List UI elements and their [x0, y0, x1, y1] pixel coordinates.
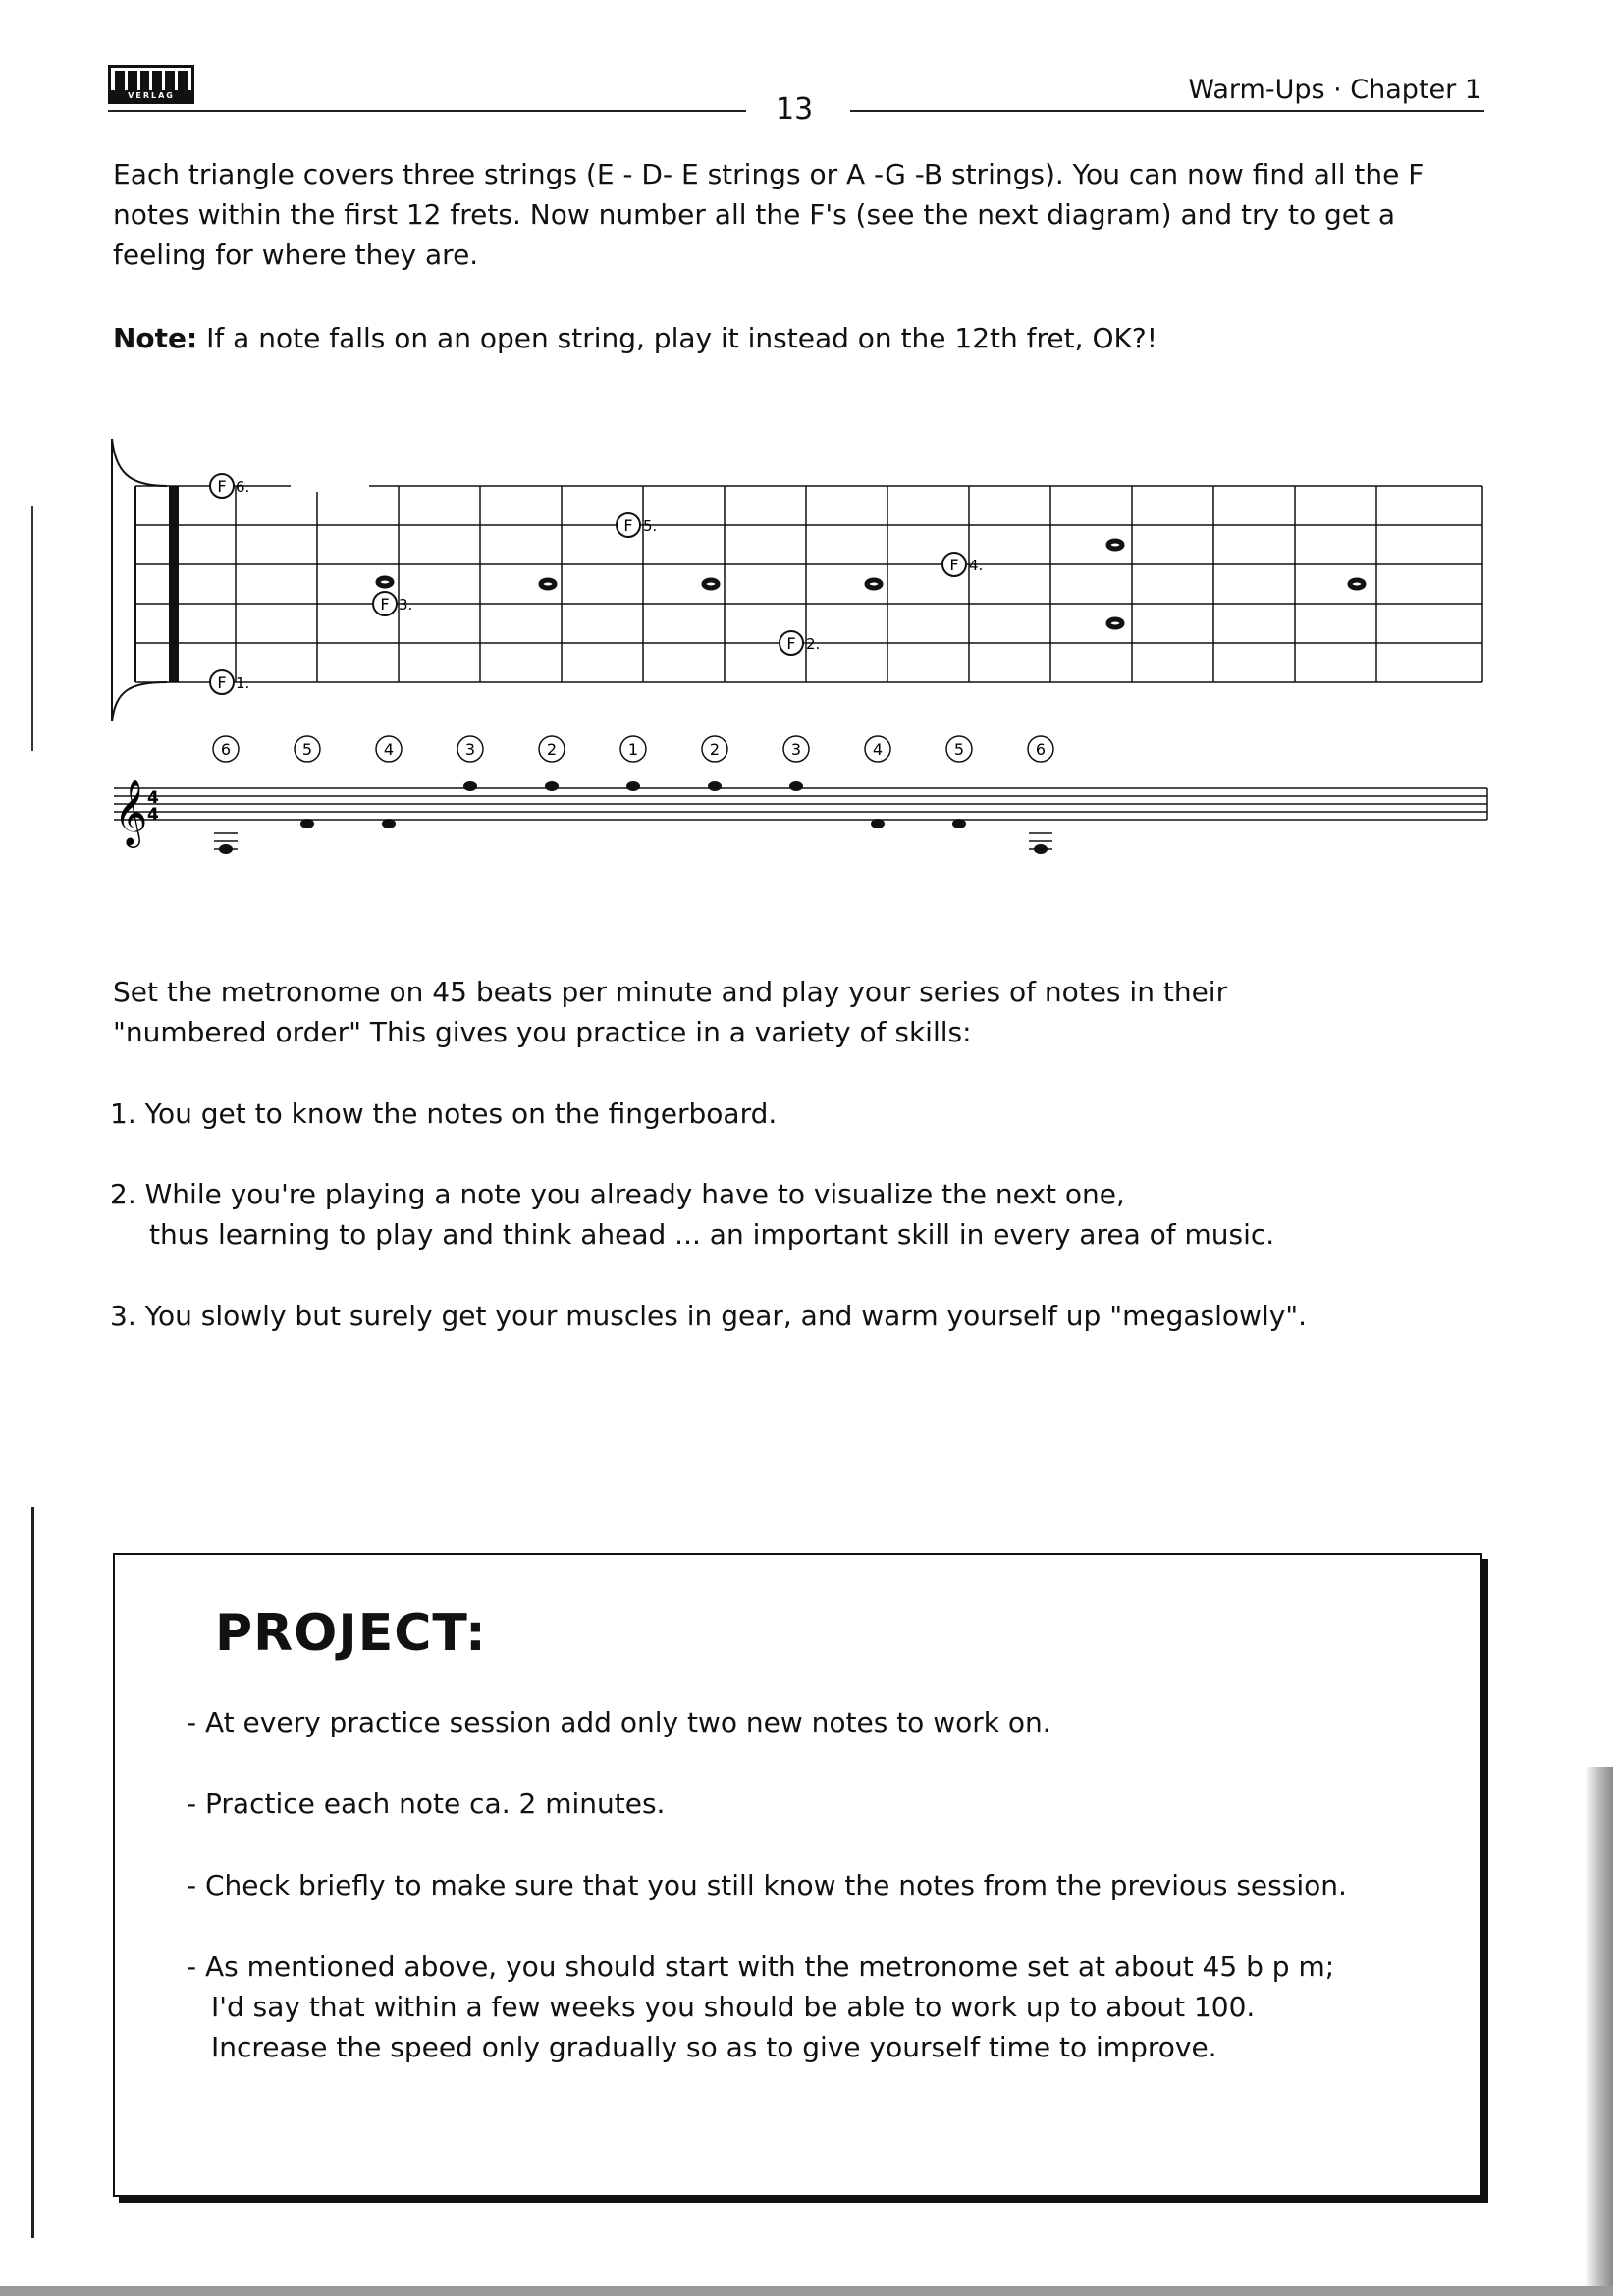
staff-note: [214, 833, 238, 854]
f-marker-1: [210, 670, 249, 694]
list-item-3: 3. You slowly but surely get your muscles in gear, and warm yourself up "megaslowly".: [110, 1300, 1308, 1332]
svg-text:5: 5: [953, 740, 965, 759]
scan-bottom-edge: [0, 2286, 1613, 2296]
frets: [236, 486, 1482, 682]
f-marker-number: 6.: [236, 478, 250, 496]
open-note-markers: [378, 541, 1364, 627]
staff-note: [463, 781, 477, 791]
string-number: [865, 736, 890, 762]
time-signature-bottom: 4: [147, 805, 159, 825]
scan-margin-mark-top: [31, 506, 33, 751]
string-number: [946, 736, 972, 762]
f-marker-number: 2.: [806, 635, 821, 653]
list-item-1: 1. You get to know the notes on the fingerboard.: [110, 1097, 778, 1130]
svg-text:4: 4: [383, 740, 395, 759]
f-marker-4: [942, 553, 983, 576]
string-number-row: [213, 736, 1053, 762]
f-marker-number: 3.: [399, 596, 413, 614]
svg-text:3: 3: [464, 740, 476, 759]
project-bullet-4-line-2: I'd say that within a few weeks you should be able to work up to about 100.: [211, 1991, 1256, 2023]
f-marker-number: 1.: [236, 674, 250, 692]
svg-text:2: 2: [709, 740, 721, 759]
scan-margin-mark-bottom: [31, 1507, 34, 2238]
svg-text:5: 5: [301, 740, 313, 759]
project-bullet-3: - Check briefly to make sure that you still know the notes from the previous session.: [187, 1869, 1347, 1901]
list-item-2-line-1: 2. While you're playing a note you already have to visualize the next one,: [110, 1178, 1125, 1210]
svg-text:2: 2: [546, 740, 558, 759]
f-marker-5: [617, 513, 657, 537]
f-marker-letter: F: [217, 477, 227, 496]
project-bullet-2: - Practice each note ca. 2 minutes.: [187, 1788, 666, 1820]
staff-note: [545, 781, 559, 791]
note-marker: [867, 580, 881, 588]
staff-note: [871, 819, 885, 828]
time-signature-top: 4: [147, 788, 159, 808]
f-marker-letter: F: [786, 634, 796, 653]
fretboard-nut: [169, 486, 179, 682]
f-marker-number: 5.: [643, 517, 658, 535]
project-bullet-1: - At every practice session add only two new notes to work on.: [187, 1706, 1051, 1738]
string-number: [457, 736, 483, 762]
svg-text:4: 4: [872, 740, 884, 759]
f-marker-2: [780, 631, 820, 655]
staff-note: [300, 819, 314, 828]
strings: [135, 486, 1482, 682]
string-number: [295, 736, 320, 762]
svg-text:6: 6: [1035, 740, 1047, 759]
staff-note: [626, 781, 640, 791]
string-number: [783, 736, 809, 762]
staff-note: [382, 819, 396, 828]
project-title: PROJECT:: [215, 1604, 487, 1663]
note-marker: [1108, 619, 1122, 627]
f-marker-letter: F: [949, 556, 959, 574]
project-bullet-4: [187, 1947, 1463, 2067]
staff-notes: [214, 781, 1052, 854]
intro-line-3: feeling for where they are.: [113, 239, 479, 271]
intro-line-1: Each triangle covers three strings (E - D- E strings or A -G -B strings). You can now find all the F: [113, 158, 1425, 190]
staff-note: [708, 781, 722, 791]
f-marker-letter: F: [380, 595, 390, 614]
list-item-2-line-2: thus learning to play and think ahead ... an important skill in every area of music.: [149, 1218, 1275, 1251]
intro-paragraph: [113, 154, 1487, 275]
note-paragraph: [113, 318, 1487, 358]
logo-keys-icon: [115, 71, 188, 92]
treble-clef-icon: 𝄞: [114, 778, 148, 845]
header-rule-right: [850, 110, 1484, 112]
note-marker: [1108, 541, 1122, 549]
svg-text:3: 3: [790, 740, 802, 759]
note-text: If a note falls on an open string, play it instead on the 12th fret, OK?!: [197, 322, 1157, 354]
note-label: Note:: [113, 322, 198, 354]
note-marker: [1350, 580, 1364, 588]
staff-note: [1029, 833, 1052, 854]
project-box: [113, 1553, 1482, 2197]
fretboard-bracket-top: [112, 439, 167, 486]
metronome-line-2: "numbered order" This gives you practice in a variety of skills:: [113, 1016, 972, 1048]
intro-line-2: notes within the first 12 frets. Now number all the F's (see the next diagram) and try to get a: [113, 198, 1396, 231]
svg-text:1: 1: [627, 740, 639, 759]
f-marker-number: 4.: [969, 557, 984, 574]
f-marker-3: [373, 592, 412, 615]
header-rule-left: [108, 110, 746, 112]
note-marker: [541, 580, 555, 588]
string-number: [702, 736, 727, 762]
logo-text: VERLAG: [111, 90, 191, 101]
publisher-logo: [108, 65, 194, 104]
page-number: 13: [776, 92, 814, 127]
string-number: [213, 736, 239, 762]
note-marker: [378, 578, 392, 586]
svg-text:6: 6: [220, 740, 232, 759]
string-number: [376, 736, 402, 762]
f-marker-letter: F: [623, 516, 633, 535]
fretboard-figure: [108, 437, 1492, 902]
project-bullet-4-line-1: - As mentioned above, you should start with the metronome set at about 45 b p m;: [187, 1950, 1335, 1983]
note-marker: [704, 580, 718, 588]
scan-page-edge: [1586, 1767, 1613, 2296]
metronome-line-1: Set the metronome on 45 beats per minute and play your series of notes in their: [113, 976, 1228, 1008]
string-number: [539, 736, 565, 762]
staff-note: [952, 819, 966, 828]
music-staff: [114, 788, 1487, 820]
fretboard-bracket-bottom: [112, 682, 167, 721]
chapter-title: Warm-Ups · Chapter 1: [1188, 75, 1481, 105]
f-marker-letter: F: [217, 673, 227, 692]
list-item-2: [110, 1174, 1484, 1255]
string-number: [620, 736, 646, 762]
string-number: [1028, 736, 1053, 762]
fretboard-diagram: [108, 437, 1492, 898]
metronome-paragraph: [113, 972, 1487, 1052]
project-bullet-4-line-3: Increase the speed only gradually so as to give yourself time to improve.: [211, 2031, 1217, 2063]
staff-note: [789, 781, 803, 791]
